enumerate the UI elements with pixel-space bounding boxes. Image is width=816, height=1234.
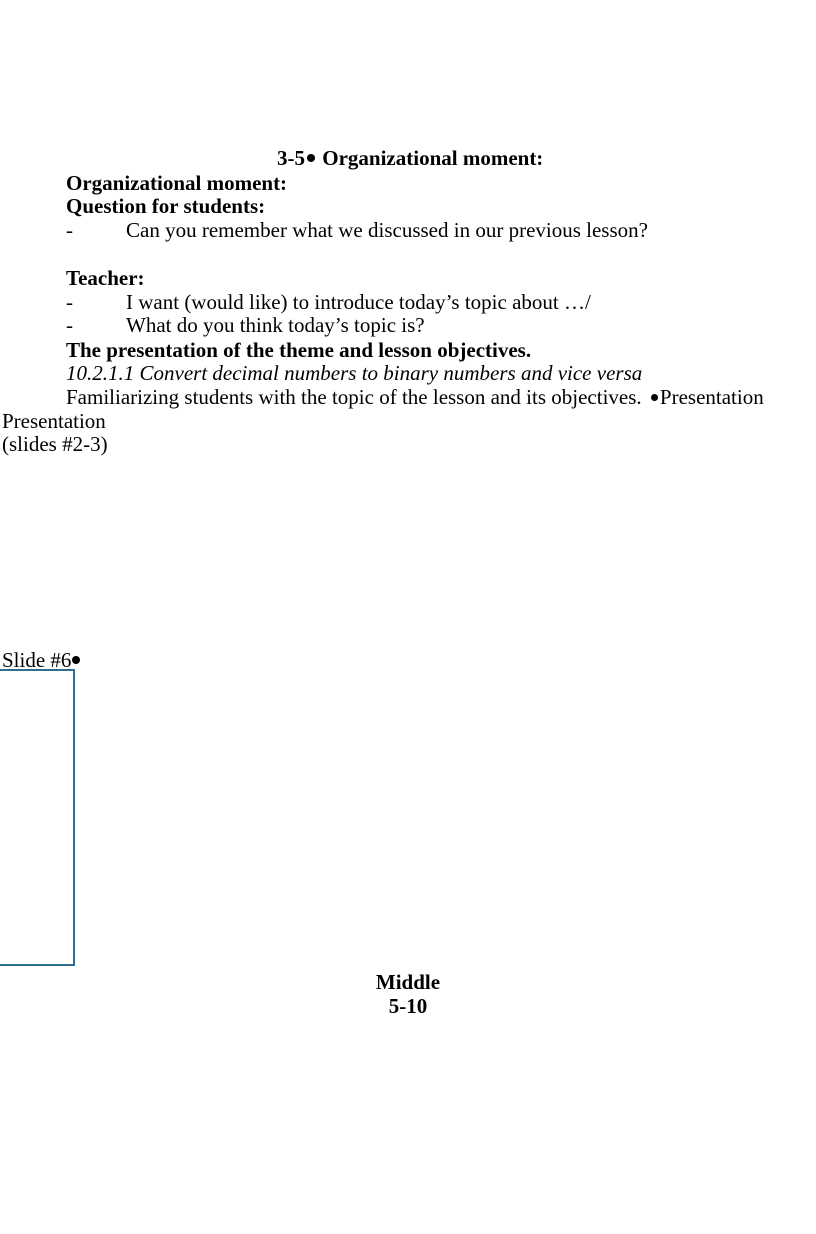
slide-frame <box>0 669 75 966</box>
teacher-dash-1: - <box>66 290 73 314</box>
question-dash: - <box>66 218 73 242</box>
teacher-heading: Teacher: <box>66 266 145 290</box>
familiarizing-line <box>66 385 764 409</box>
objectives-heading: The presentation of the theme and lesson objectives. <box>66 338 532 362</box>
objective-code-line: 10.2.1.1 Convert decimal numbers to binary numbers and vice versa <box>66 361 643 385</box>
question-heading: Question for students: <box>66 194 266 218</box>
teacher-item-2: What do you think today’s topic is? <box>126 313 425 337</box>
resource-label: Presentation <box>659 385 764 409</box>
resources-line-1: Presentation <box>2 409 106 433</box>
middle-stage-title: Middle <box>375 970 441 994</box>
middle-stage-time: 5-10 <box>388 994 428 1018</box>
resources-line-2: (slides #2-3) <box>2 432 108 456</box>
stage-time: 3-5 <box>277 146 305 170</box>
bullet-dot-icon <box>72 656 80 664</box>
org-moment-heading: Organizational moment: <box>66 171 288 195</box>
stage-title: Organizational moment: <box>322 146 544 170</box>
teacher-item-1: I want (would like) to introduce today’s topic about …/ <box>126 290 591 314</box>
bullet-dot-icon <box>307 154 315 162</box>
bullet-dot-icon <box>651 394 658 401</box>
stage-heading <box>277 146 543 170</box>
familiarizing-text: Familiarizing students with the topic of the lesson and its objectives. <box>66 385 642 409</box>
slide-label-text: Slide #6 <box>2 648 72 672</box>
question-text: Can you remember what we discussed in our previous lesson? <box>126 218 648 242</box>
teacher-dash-2: - <box>66 313 73 337</box>
